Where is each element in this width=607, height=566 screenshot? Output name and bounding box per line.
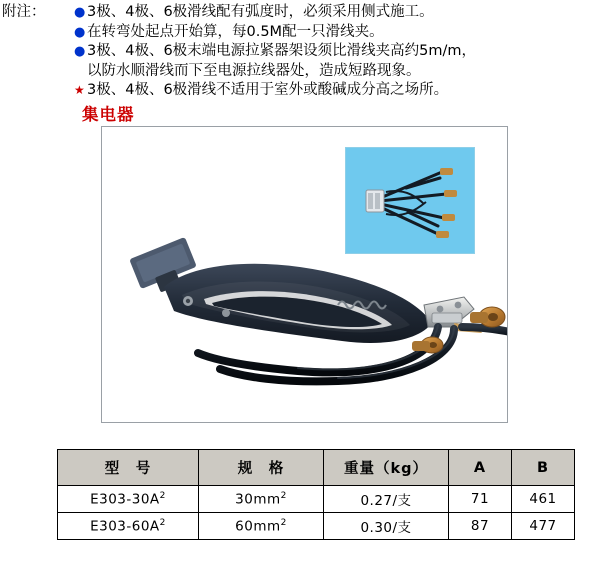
star-icon: ★ <box>74 83 85 97</box>
cell-model <box>58 486 199 513</box>
note-item <box>74 23 607 43</box>
table-row <box>58 486 575 513</box>
bullet-icon: ● <box>74 5 86 20</box>
cell-spec-sup: 2 <box>280 517 287 528</box>
note-text: 3极、4极、6极末端电源拉紧器架设须比滑线夹高约5m/m， <box>87 43 477 59</box>
column-header-model: 型 号 <box>58 450 199 486</box>
table-row <box>58 513 575 540</box>
table-header-row <box>58 450 575 486</box>
inset-collector-illustration <box>346 148 474 253</box>
cell-model-text: E303-30A <box>90 491 160 508</box>
cell-a: 71 <box>449 486 512 513</box>
note-item <box>74 42 607 62</box>
note-text: 以防水顺滑线而下至电源拉线器处，造成短路现象。 <box>87 62 421 79</box>
figure-background <box>102 127 507 422</box>
bullet-spacer-icon <box>74 62 87 82</box>
cell-a: 87 <box>449 513 512 540</box>
column-header-b: B <box>512 450 575 486</box>
bullet-icon: ● <box>74 44 86 59</box>
cell-b: 461 <box>512 486 575 513</box>
bullet-icon: ● <box>74 24 86 40</box>
cell-weight: 0.27/支 <box>324 486 449 513</box>
cell-b: 477 <box>512 513 575 540</box>
product-figure <box>101 126 508 423</box>
cell-spec <box>199 513 324 540</box>
note-text: 3极、4极、6极滑线不适用于室外或酸碱成分高之场所。 <box>87 82 449 98</box>
column-header-spec: 规 格 <box>199 450 324 486</box>
notes-list <box>74 2 607 101</box>
note-item <box>74 81 607 101</box>
cable-lug <box>412 337 443 353</box>
note-text: 3极、4极、6极滑线配有弧度时，必须采用侧式施工。 <box>87 4 434 20</box>
note-item <box>74 3 607 23</box>
collector-body <box>164 264 432 343</box>
column-header-weight: 重量（kg） <box>324 450 449 486</box>
cell-weight: 0.30/支 <box>324 513 449 540</box>
cell-model-sup: 2 <box>159 490 166 501</box>
cell-spec-sup: 2 <box>280 490 287 501</box>
inset-figure <box>345 147 475 254</box>
cell-model-text: E303-60A <box>90 518 160 535</box>
spec-table <box>57 449 575 540</box>
note-item-continuation <box>74 62 607 82</box>
cell-model <box>58 513 199 540</box>
note-text: 在转弯处起点开始算，每0.5M配一只滑线夹。 <box>87 23 384 40</box>
page-title: 集电器 <box>82 105 135 124</box>
notes-block <box>0 2 607 101</box>
cell-model-sup: 2 <box>159 517 166 528</box>
column-header-a: A <box>449 450 512 486</box>
cell-spec-text: 30mm <box>235 491 281 508</box>
cell-spec-text: 60mm <box>235 518 281 535</box>
notes-label: 附注： <box>2 4 46 20</box>
cell-spec <box>199 486 324 513</box>
